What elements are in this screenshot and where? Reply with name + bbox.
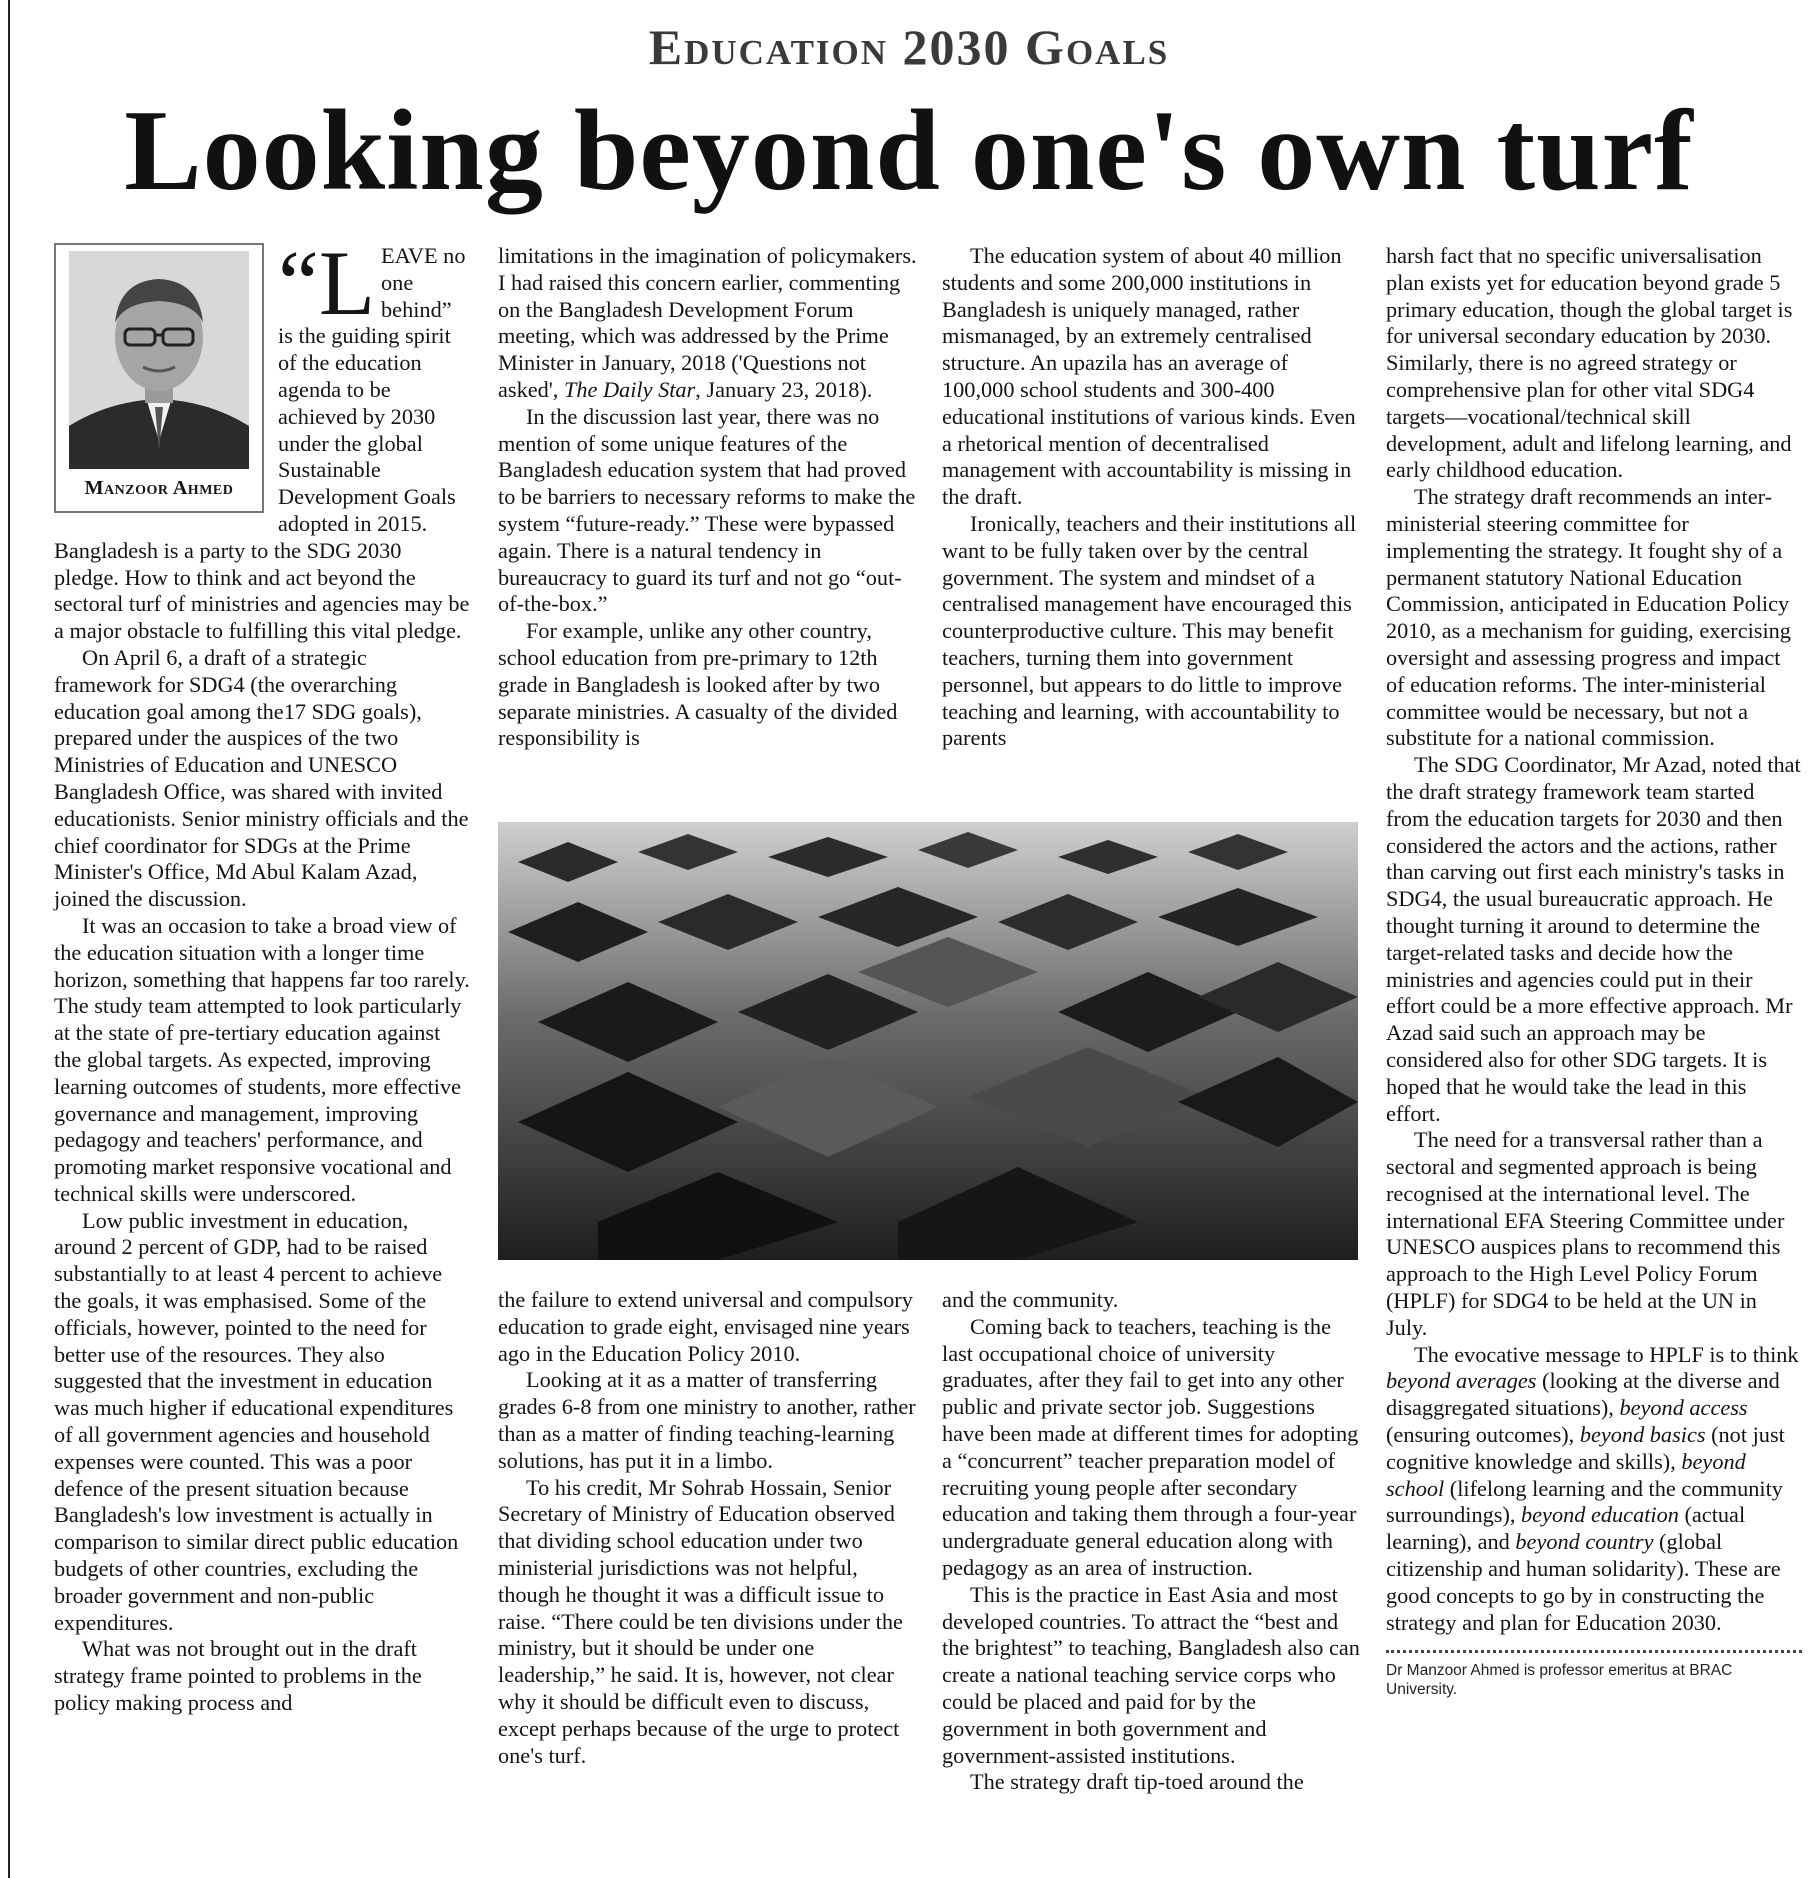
paragraph: The strategy draft recommends an inter-ministerial steering committee for implementing the strategy. It fought shy of a permanent statutory National Education Commission, anticipated in Education Policy 2010, as a mechanism for guiding, exercising oversight and assessing progress and impact of education reforms. The inter-ministerial committee would be necessary, but not a substitute for a national commission.	[1386, 484, 1791, 751]
paragraph: For example, unlike any other country, school education from pre-primary to 12th grade in Bangladesh is looked after by two separate ministries. A casualty of the divided responsibility is	[498, 618, 898, 751]
text-run: limitations in the imagination of policymakers. I had raised this concern earlier, commenting on the Bangladesh Development Forum meeting, which was addressed by the Prime Minister in January, 2018 ('Questions not asked',	[498, 243, 917, 402]
emphasis: beyond education	[1521, 1502, 1679, 1528]
paragraph: What was not brought out in the draft strategy frame pointed to problems in the policy making process and	[54, 1636, 422, 1716]
paragraph: The strategy draft tip-toed around the	[970, 1769, 1304, 1795]
graduation-crowd-image	[498, 822, 1358, 1260]
emphasis: beyond access	[1619, 1395, 1748, 1421]
paragraph	[498, 243, 918, 404]
article-column-2-bottom	[498, 1287, 918, 1769]
text-run: (ensuring outcomes),	[1386, 1422, 1580, 1448]
article-column-3-top	[942, 243, 1362, 803]
author-photo	[69, 251, 249, 469]
emphasis: beyond country	[1515, 1529, 1654, 1555]
signature-divider	[1386, 1650, 1802, 1653]
article-column-2-top	[498, 243, 918, 803]
text-run: , January 23, 2018).	[695, 376, 873, 402]
drop-cap: “L	[278, 232, 376, 334]
text-run: (not just cognitive knowledge and skills),	[1386, 1422, 1785, 1474]
text-run: (actual learning), and	[1386, 1502, 1746, 1555]
paragraph: This is the practice in East Asia and most developed countries. To attract the “best and the brightest” to teaching, Bangladesh also can create a national teaching service corps who could be placed and paid for by the government in both government and government-assisted institutions.	[942, 1581, 1360, 1768]
author-box	[54, 243, 264, 513]
text-run: (global citizenship and human solidarity). These are good concepts to go by in constructing the strategy and plan for Education 2030.	[1386, 1529, 1781, 1635]
emphasis: beyond basics	[1579, 1422, 1706, 1448]
emphasis: beyond school	[1386, 1448, 1746, 1501]
paragraph: It was an occasion to take a broad view of the education situation with a longer time horizon, something that happens far too rarely. The study team attempted to look particularly at the state of pre-tertiary education against the global targets. As expected, improving learning outcomes of students, more effective governance and management, improving pedagogy and teachers' performance, and promoting market responsive vocational and technical skills were underscored.	[54, 912, 470, 1206]
article-column-4	[1386, 243, 1802, 1699]
paragraph: To his credit, Mr Sohrab Hossain, Senior Secretary of Ministry of Education observed that dividing school education under two ministerial jurisdictions was not helpful, though he thought it was a difficult issue to raise. “There could be ten divisions under the ministry, but it should be under one leadership,” he said. It is, however, not clear why it should be difficult even to discuss, except perhaps because of the urge to protect one's turf.	[498, 1474, 903, 1768]
paragraph: In the discussion last year, there was no mention of some unique features of the Bangladesh education system that had proved to be barriers to necessary reforms to make the system “future-ready.” These were bypassed again. There is a natural tendency in bureaucracy to guard its turf and not go “out-of-the-box.”	[498, 403, 916, 617]
text-run: (lifelong learning and the community surroundings),	[1386, 1475, 1783, 1528]
paragraph: Looking at it as a matter of transferring grades 6-8 from one ministry to another, rather than as a matter of finding teaching-learning solutions, has put it in a limbo.	[498, 1367, 916, 1473]
paragraph: The SDG Coordinator, Mr Azad, noted that the draft strategy framework team started from the education targets for 2030 and then considered the actors and the actions, rather than carving out first each ministry's tasks in SDG4, the usual bureaucratic approach. He thought turning it around to determine the target-related tasks and decide how the ministries and agencies could put in their effort could be a more effective approach. Mr Azad said such an approach may be considered also for other SDG targets. It is hoped that he would take the lead in this effort.	[1386, 752, 1801, 1126]
paragraph: The education system of about 40 million students and some 200,000 institutions in Bangladesh is uniquely managed, rather mismanaged, by an extremely centralised structure. An upazila has an average of 100,000 school students and 300-400 educational institutions of various kinds. Even a rhetorical mention of decentralised management with accountability is missing in the draft.	[942, 243, 1356, 510]
paragraph: and the community.	[942, 1287, 1119, 1312]
text-run: The evocative message to HPLF is to think	[1414, 1341, 1799, 1367]
text-run: (looking at the diverse and disaggregated situations),	[1386, 1368, 1780, 1421]
paragraph: the failure to extend universal and compulsory education to grade eight, envisaged nine years ago in the Education Policy 2010.	[498, 1287, 913, 1366]
graduation-caps-photo	[498, 822, 1358, 1260]
paragraph: The need for a transversal rather than a sectoral and segmented approach is being recognised at the international level. The international EFA Steering Committee under UNESCO auspices plans to recommend this approach to the High Level Policy Forum (HPLF) for SDG4 to be held at the UN in July.	[1386, 1127, 1785, 1340]
paragraph: Low public investment in education, around 2 percent of GDP, had to be raised substantially to at least 4 percent to achieve the goals, it was emphasised. Some of the officials, however, pointed to the need for better use of the resources. They also suggested that the investment in education was much higher if educational expenditures of all government agencies and household expenses were counted. This was a poor defence of the present situation because Bangladesh's low investment is actually in comparison to similar direct public education budgets of other countries, excluding the broader government and non-public expenditures.	[54, 1207, 459, 1635]
article-headline: Looking beyond one's own turf	[124, 87, 1694, 215]
paragraph: harsh fact that no specific universalisation plan exists yet for education beyond grade 5 primary education, though the global target is for universal secondary education by 2030. Similarly, there is no agreed strategy or comprehensive plan for other vital SDG4 targets—vocational/technical skill development, adult and lifelong learning, and early childhood education.	[1386, 243, 1793, 483]
article-column-1	[54, 232, 470, 1717]
page-left-rule	[8, 0, 10, 1878]
paragraph: On April 6, a draft of a strategic framework for SDG4 (the overarching education goal among the17 SDG goals), prepared under the auspices of the two Ministries of Education and UNESCO Bangladesh Office, was shared with invited educationists. Senior ministry officials and the chief coordinator for SDGs at the Prime Minister's Office, Md Abul Kalam Azad, joined the discussion.	[54, 644, 469, 912]
emphasis: beyond averages	[1386, 1368, 1537, 1394]
article-column-3-bottom	[942, 1287, 1362, 1796]
author-portrait-image	[69, 251, 249, 469]
author-name: Manzoor Ahmed	[84, 477, 234, 499]
section-kicker: Education 2030 Goals	[648, 19, 1170, 75]
paragraph	[1386, 1342, 1802, 1637]
author-signature: Dr Manzoor Ahmed is professor emeritus at BRAC University.	[1386, 1662, 1733, 1699]
publication-name: The Daily Star	[563, 376, 696, 402]
paragraph: Ironically, teachers and their institutions all want to be fully taken over by the central government. The system and mindset of a centralised management have encouraged this counterproductive culture. This may benefit teachers, turning them into government personnel, but appears to do little to improve teaching and learning, with accountability to parents	[942, 510, 1357, 751]
lead-text: EAVE no one behind” is the guiding spirit of the education agenda to be achieved by 2030 under the global Sustainable Development Goals adopted in 2015. Bangladesh is a party to the SDG 2030 pledge. How to think and act beyond the sectoral turf of ministries and agencies may be a major obstacle to fulfilling this vital pledge.	[54, 243, 470, 644]
paragraph: Coming back to teachers, teaching is the last occupational choice of university graduates, after they fail to get into any other public and private sector job. Suggestions have been made at different times for adopting a “concurrent” teacher preparation model of recruiting young people after secondary education and taking them through a four-year undergraduate general education along with pedagogy as an area of instruction.	[942, 1313, 1359, 1580]
